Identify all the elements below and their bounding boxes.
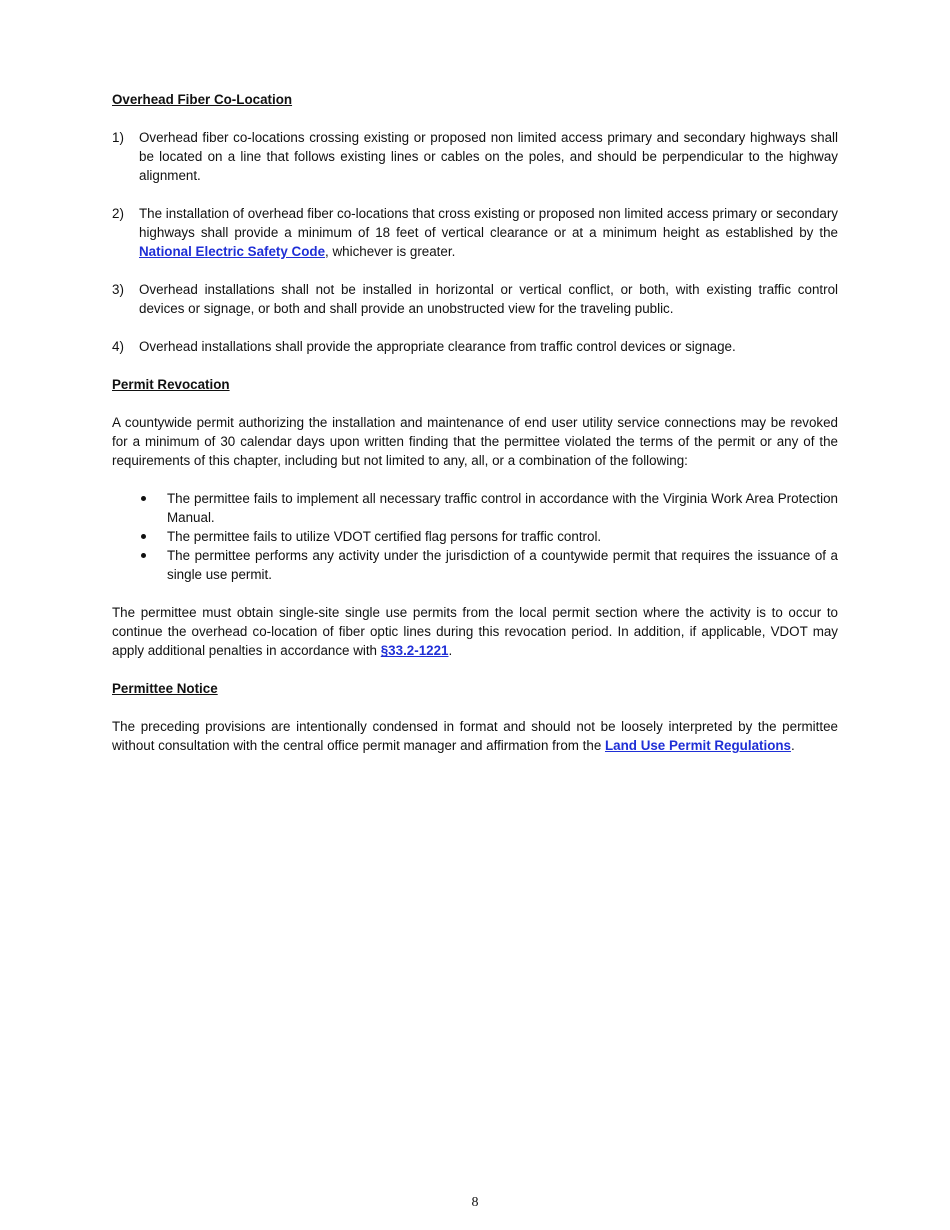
bullet-item: The permittee fails to utilize VDOT certified flag persons for traffic control. xyxy=(112,527,838,546)
item-text: Overhead installations shall not be installed in horizontal or vertical conflict, or both, with existing traffic control devices or signage, or both and shall provide an unobstructed view for the traveling public. xyxy=(139,282,838,316)
list-item xyxy=(112,204,838,261)
item-number: 4) xyxy=(112,339,124,354)
revocation-closing-paragraph: The permittee must obtain single-site single use permits from the local permit section where the activity is to occur to continue the overhead co-location of fiber optic lines during this revocation period. In addition, if applicable, VDOT may apply additional penalties in accordance with §33.2-1221. xyxy=(112,605,838,658)
land-use-permit-regulations-link[interactable]: Land Use Permit Regulations xyxy=(604,738,792,753)
item-number: 2) xyxy=(112,206,124,221)
code-section-link[interactable]: §33.2-1221 xyxy=(380,643,449,658)
section-heading-permit-revocation: Permit Revocation xyxy=(112,377,230,392)
bullet-item: The permittee performs any activity under the jurisdiction of a countywide permit that requires the issuance of a single use permit. xyxy=(112,546,838,584)
section-heading-overhead-fiber: Overhead Fiber Co-Location xyxy=(112,92,293,107)
bullet-icon xyxy=(112,489,167,527)
revocation-intro-paragraph: A countywide permit authorizing the installation and maintenance of end user utility service connections may be revoked for a minimum of 30 calendar days upon written finding that the permittee violated the terms of the permit or any of the requirements of this chapter, including but not limited to any, all, or a combination of the following: xyxy=(112,415,838,468)
section-heading-permittee-notice: Permittee Notice xyxy=(112,681,218,696)
list-item xyxy=(112,280,838,318)
item-text: The installation of overhead fiber co-locations that cross existing or proposed non limited access primary or secondary highways shall provide a minimum of 18 feet of vertical clearance or at a minimum height as established by the National Electric Safety Code, whichever is greater. xyxy=(139,206,838,259)
item-number: 3) xyxy=(112,282,124,297)
item-number: 1) xyxy=(112,130,124,145)
page-number: 8 xyxy=(471,1195,479,1210)
list-item xyxy=(112,128,838,185)
item-text: Overhead installations shall provide the appropriate clearance from traffic control devices or signage. xyxy=(139,339,736,354)
bullet-item: The permittee fails to implement all necessary traffic control in accordance with the Virginia Work Area Protection Manual. xyxy=(112,489,838,527)
revocation-bullet-list xyxy=(112,489,838,584)
notice-paragraph: The preceding provisions are intentionally condensed in format and should not be loosely interpreted by the permittee without consultation with the central office permit manager and affirmation from the Land Use Permit Regulations. xyxy=(112,719,838,753)
list-item xyxy=(112,337,838,356)
item-text: Overhead fiber co-locations crossing existing or proposed non limited access primary and secondary highways shall be located on a line that follows existing lines or cables on the poles, and should be perpendicular to the highway alignment. xyxy=(139,130,838,183)
national-electric-safety-code-link[interactable]: National Electric Safety Code xyxy=(139,244,326,259)
document-page xyxy=(112,90,838,755)
bullet-icon xyxy=(112,527,167,546)
bullet-icon xyxy=(112,546,167,584)
